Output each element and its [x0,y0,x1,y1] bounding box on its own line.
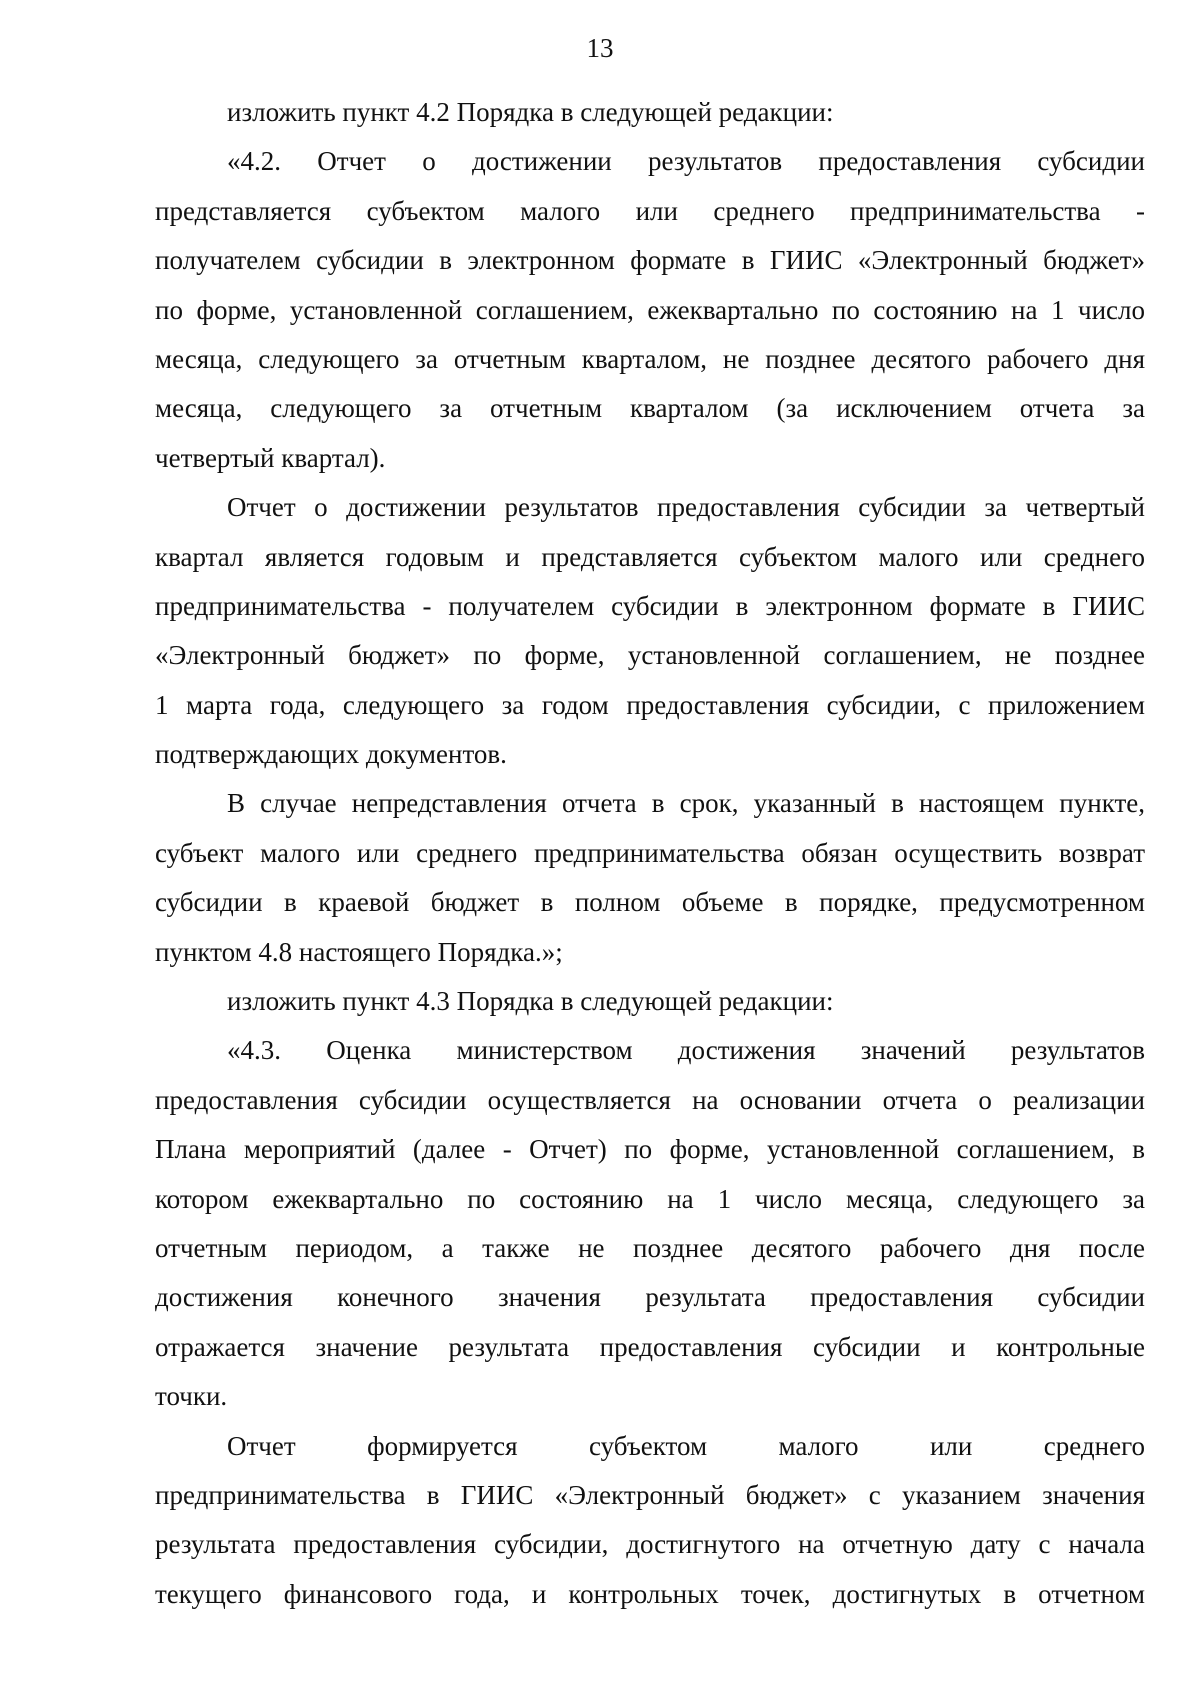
text-line: отражается значение результата предоставления субсидии и контрольные [155,1331,1145,1362]
text-line: субъект малого или среднего предпринимательства обязан осуществить возврат [155,837,1145,868]
text-line: предпринимательства - получателем субсидии в электронном формате в ГИИС [155,590,1145,621]
text-line: представляется субъектом малого или среднего предпринимательства - [155,195,1145,226]
text-line: субсидии в краевой бюджет в полном объеме в порядке, предусмотренном [155,887,1145,918]
text-line: месяца, следующего за отчетным кварталом, не позднее десятого рабочего дня [155,343,1145,374]
text-line: «4.3. Оценка министерством достижения значений результатов [227,1035,1145,1066]
text-line: пунктом 4.8 настоящего Порядка.»; [155,936,563,967]
text-line: В случае непредставления отчета в срок, указанный в настоящем пункте, [227,788,1145,819]
text-line: текущего финансового года, и контрольных точек, достигнутых в отчетном [155,1578,1145,1609]
text-line: подтверждающих документов. [155,739,507,770]
text-line: результата предоставления субсидии, достигнутого на отчетную дату с начала [155,1529,1145,1560]
text-line: Отчет формируется субъектом малого или среднего [227,1430,1145,1461]
text-line: по форме, установленной соглашением, ежеквартально по состоянию на 1 число [155,294,1145,325]
text-line: квартал является годовым и представляется субъектом малого или среднего [155,541,1145,572]
text-line: предоставления субсидии осуществляется на основании отчета о реализации [155,1084,1145,1115]
text-line: Отчет о достижении результатов предоставления субсидии за четвертый [227,492,1145,523]
text-line: месяца, следующего за отчетным кварталом (за исключением отчета за [155,393,1145,424]
text-line: 1 марта года, следующего за годом предоставления субсидии, с приложением [155,689,1145,720]
text-line: отчетным периодом, а также не позднее десятого рабочего дня после [155,1232,1145,1263]
text-line: точки. [155,1381,228,1412]
text-line: Плана мероприятий (далее - Отчет) по форме, установленной соглашением, в [155,1134,1145,1165]
text-line: изложить пункт 4.2 Порядка в следующей редакции: [227,97,834,127]
text-line: изложить пункт 4.3 Порядка в следующей редакции: [227,986,834,1017]
text-line: предпринимательства в ГИИС «Электронный бюджет» с указанием значения [155,1479,1145,1510]
page-number: 13 [586,33,614,63]
text-line: получателем субсидии в электронном формате в ГИИС «Электронный бюджет» [155,245,1145,276]
text-line: четвертый квартал). [155,442,386,473]
document-body [155,88,1145,1619]
text-line: «Электронный бюджет» по форме, установленной соглашением, не позднее [155,640,1145,671]
text-line: «4.2. Отчет о достижении результатов предоставления субсидии [227,146,1145,177]
text-line: котором ежеквартально по состоянию на 1 число месяца, следующего за [155,1183,1145,1214]
text-line: достижения конечного значения результата предоставления субсидии [155,1282,1145,1313]
